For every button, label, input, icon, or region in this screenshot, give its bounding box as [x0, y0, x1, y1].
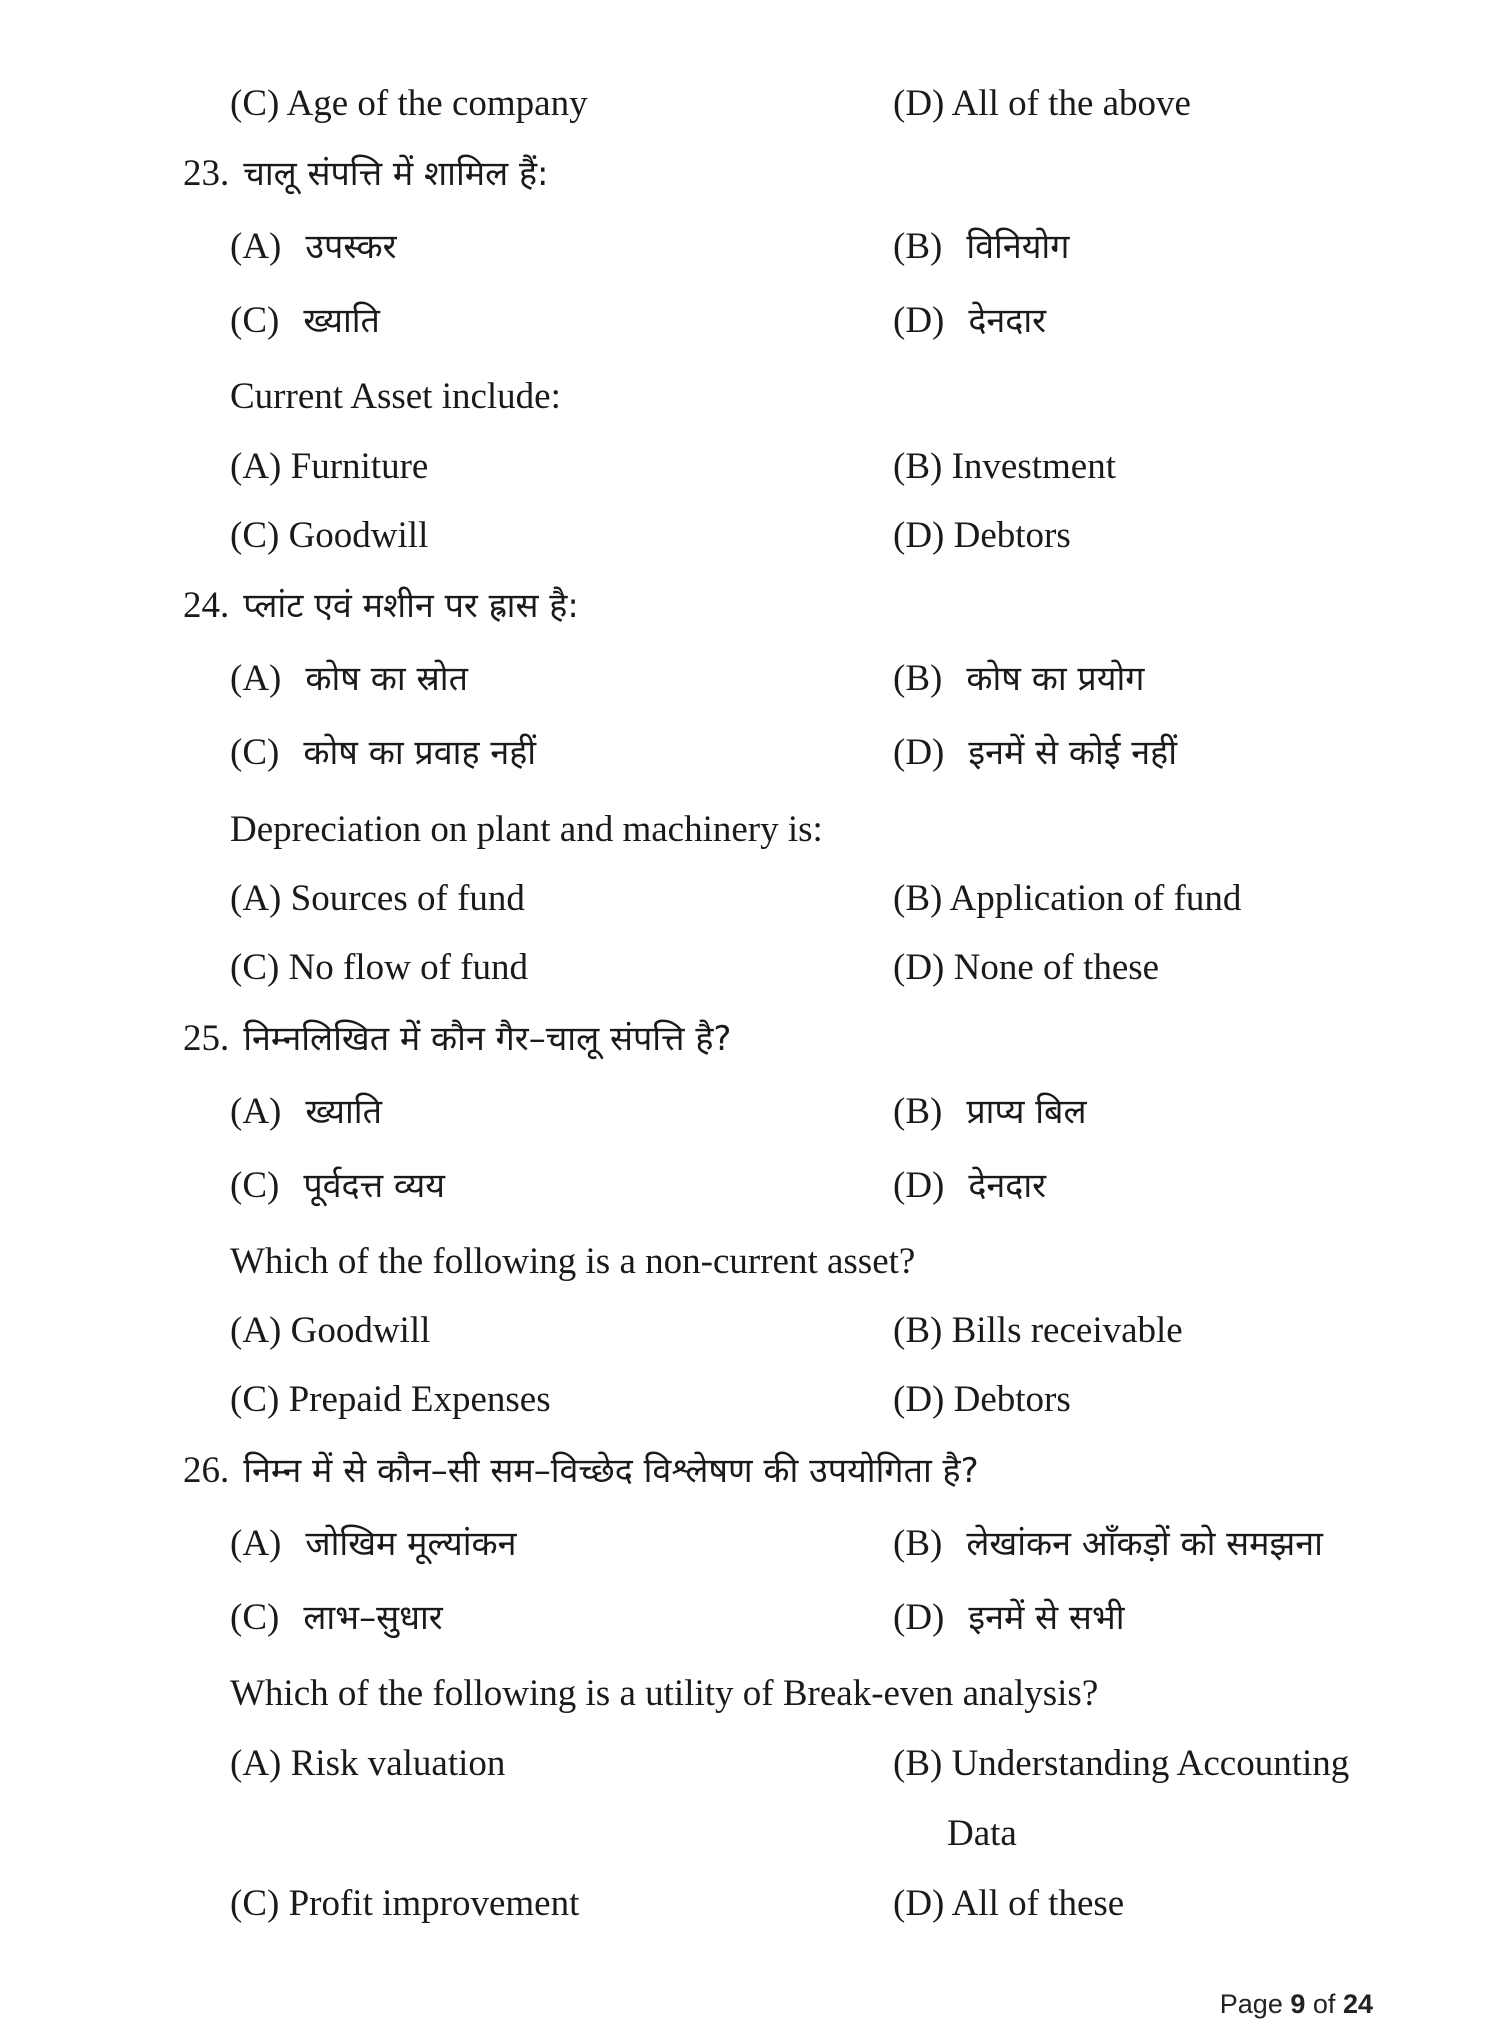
q26-option-b-en: (B) Understanding Accounting — [893, 1743, 1350, 1784]
of-word: of — [1312, 1989, 1336, 2019]
q24-number: 24. — [183, 585, 230, 626]
q26-question-hi-text: निम्न में से कौन–सी सम–विच्छेद विश्लेषण की उपयोगिता है? — [243, 1451, 979, 1491]
option-text: कोष का स्रोत — [305, 659, 468, 699]
q23-option-b-hi — [893, 228, 1069, 265]
q25-question-en: Which of the following is a non-current asset? — [230, 1241, 916, 1282]
option-text: प्राप्य बिल — [966, 1092, 1087, 1132]
option-label: (C) — [230, 1165, 280, 1206]
q23-question-hi — [183, 155, 548, 192]
q24-option-d-en: (D) None of these — [893, 947, 1160, 988]
page-word: Page — [1219, 1989, 1283, 2019]
option-label: (C) — [230, 732, 280, 773]
q23-option-a-hi — [230, 228, 397, 265]
option-label: (B) — [893, 658, 943, 699]
q24-option-a-hi — [230, 660, 468, 697]
option-label: (A) — [230, 1091, 282, 1132]
q24-option-c-hi — [230, 734, 536, 771]
q23-option-d-hi — [893, 302, 1046, 339]
q25-option-a-hi — [230, 1093, 382, 1130]
option-text: उपस्कर — [305, 227, 397, 267]
option-text: कोष का प्रयोग — [966, 659, 1145, 699]
q26-option-c-hi — [230, 1599, 443, 1636]
option-text: पूर्वदत्त व्यय — [303, 1166, 445, 1206]
q24-option-b-en: (B) Application of fund — [893, 878, 1242, 919]
option-label: (A) — [230, 1523, 282, 1564]
q25-option-a-en: (A) Goodwill — [230, 1310, 431, 1351]
q26-option-a-en: (A) Risk valuation — [230, 1743, 506, 1784]
page-total-number: 24 — [1342, 1989, 1373, 2019]
q23-option-b-en: (B) Investment — [893, 446, 1116, 487]
q26-question-en: Which of the following is a utility of Break-even analysis? — [230, 1673, 1099, 1714]
option-label: (C) — [230, 300, 280, 341]
q24-question-hi-text: प्लांट एवं मशीन पर ह्रास है: — [243, 586, 579, 626]
q22-option-c-en: (C) Age of the company — [230, 83, 588, 124]
option-text: देनदार — [968, 1166, 1047, 1206]
q25-option-c-en: (C) Prepaid Expenses — [230, 1379, 551, 1420]
q23-option-d-en: (D) Debtors — [893, 515, 1071, 556]
q26-option-b-hi — [893, 1525, 1323, 1562]
q23-option-a-en: (A) Furniture — [230, 446, 429, 487]
option-label: (D) — [893, 1165, 945, 1206]
q26-option-d-hi — [893, 1599, 1125, 1636]
q23-option-c-en: (C) Goodwill — [230, 515, 429, 556]
option-text: लाभ–सुधार — [303, 1598, 443, 1638]
q25-question-hi-text: निम्नलिखित में कौन गैर–चालू संपत्ति है? — [243, 1019, 732, 1059]
option-text: इनमें से सभी — [968, 1598, 1125, 1638]
option-text: जोखिम मूल्यांकन — [305, 1524, 517, 1564]
option-label: (A) — [230, 226, 282, 267]
option-label: (A) — [230, 658, 282, 699]
q23-number: 23. — [183, 153, 230, 194]
q26-option-c-en: (C) Profit improvement — [230, 1883, 580, 1924]
q26-option-a-hi — [230, 1525, 517, 1562]
option-label: (D) — [893, 732, 945, 773]
q25-option-b-en: (B) Bills receivable — [893, 1310, 1183, 1351]
option-text: ख्याति — [303, 301, 380, 341]
q24-option-d-hi — [893, 734, 1177, 771]
q24-option-c-en: (C) No flow of fund — [230, 947, 529, 988]
q25-option-c-hi — [230, 1167, 445, 1204]
page-current-number: 9 — [1290, 1989, 1306, 2019]
option-text: लेखांकन आँकड़ों को समझना — [966, 1524, 1323, 1564]
q24-option-a-en: (A) Sources of fund — [230, 878, 525, 919]
q24-question-en: Depreciation on plant and machinery is: — [230, 809, 823, 850]
q26-option-d-en: (D) All of these — [893, 1883, 1125, 1924]
q25-number: 25. — [183, 1018, 230, 1059]
option-label: (C) — [230, 1597, 280, 1638]
page-footer — [1220, 1989, 1373, 2020]
q22-option-d-en: (D) All of the above — [893, 83, 1191, 124]
q25-option-d-en: (D) Debtors — [893, 1379, 1071, 1420]
q24-option-b-hi — [893, 660, 1144, 697]
q23-option-c-hi — [230, 302, 380, 339]
option-text: ख्याति — [305, 1092, 382, 1132]
option-text: कोष का प्रवाह नहीं — [303, 733, 537, 773]
option-text: इनमें से कोई नहीं — [968, 733, 1178, 773]
option-label: (B) — [893, 1091, 943, 1132]
option-label: (D) — [893, 1597, 945, 1638]
q25-option-d-hi — [893, 1167, 1046, 1204]
q25-question-hi — [183, 1020, 731, 1057]
option-label: (B) — [893, 1523, 943, 1564]
q24-question-hi — [183, 587, 579, 624]
q26-option-b-en-continued: Data — [947, 1813, 1017, 1854]
q26-number: 26. — [183, 1450, 230, 1491]
q26-question-hi — [183, 1452, 979, 1489]
option-text: विनियोग — [966, 227, 1070, 267]
q25-option-b-hi — [893, 1093, 1087, 1130]
q23-question-en: Current Asset include: — [230, 376, 561, 417]
option-text: देनदार — [968, 301, 1047, 341]
q23-question-hi-text: चालू संपत्ति में शामिल हैं: — [243, 154, 549, 194]
option-label: (D) — [893, 300, 945, 341]
option-label: (B) — [893, 226, 943, 267]
